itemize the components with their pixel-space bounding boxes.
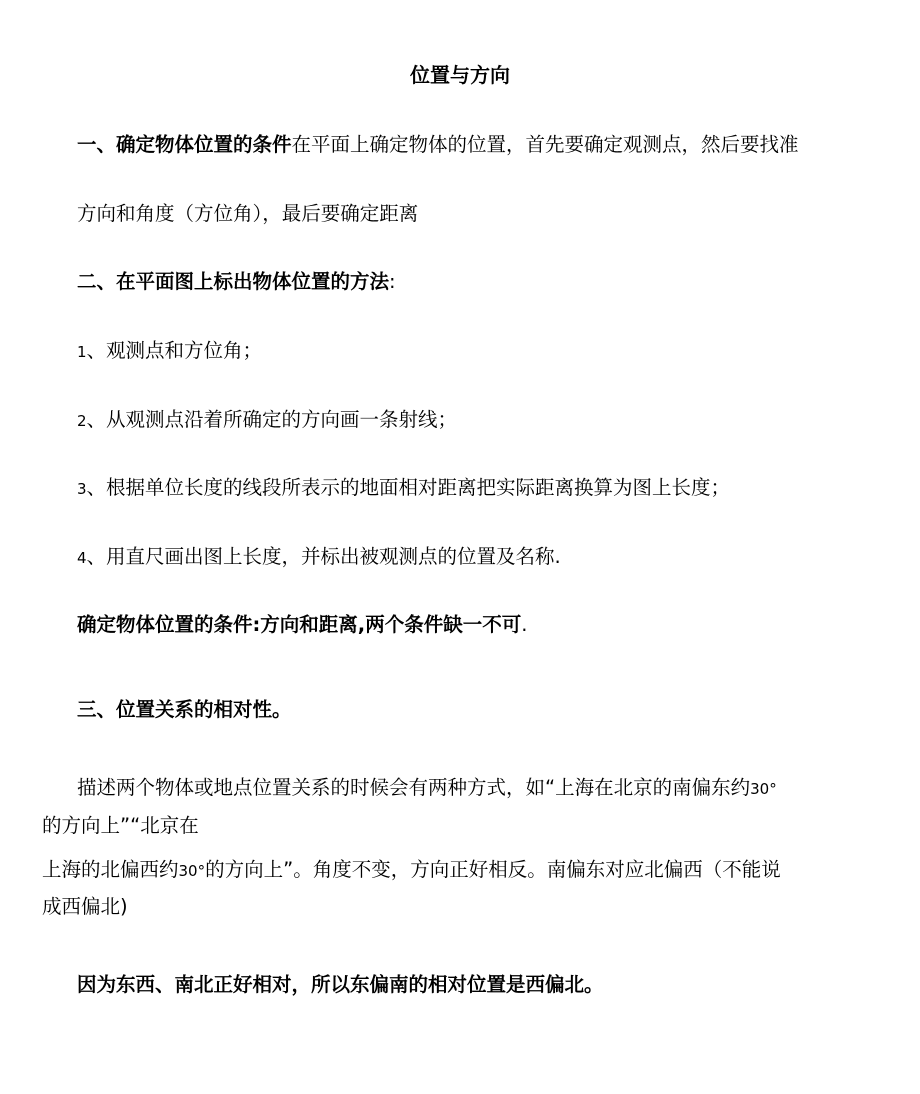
section3-conclusion: 因为东西、南北正好相对，所以东偏南的相对位置是西偏北。 (77, 973, 604, 996)
para-line3-text-a: 上海的北偏西约 (42, 858, 179, 881)
step-item (77, 474, 730, 503)
step-text: 、从观测点沿着所确定的方向画一条射线； (86, 408, 458, 431)
section3-para-line3 (42, 856, 781, 885)
section1-text-line2: 方向和角度（方位角），最后要确定距离 (77, 202, 419, 225)
section1-text-line1: 在平面上确定物体的位置，首先要确定观测点，然后要找准 (291, 133, 799, 156)
step-text: 、观测点和方位角； (86, 339, 263, 362)
angle-value: 30° (178, 862, 206, 880)
page-title: 位置与方向 (410, 63, 510, 87)
step-text: 、根据单位长度的线段所表示的地面相对距离把实际距离换算为图上长度； (86, 476, 731, 499)
section3-para-line4: 成西偏北) (42, 895, 128, 918)
section2-heading-line (77, 268, 396, 296)
section2-heading: 二、在平面图上标出物体位置的方法 (77, 270, 390, 293)
section2-summary (77, 611, 527, 639)
step-item (77, 406, 457, 435)
para-line3-text-b: 的方向上”。角度不变，方向正好相反。南偏东对应北偏西（不能说 (205, 858, 781, 881)
section1-line1 (77, 131, 799, 159)
step-number: 4 (77, 549, 87, 567)
summary-end: . (521, 613, 528, 636)
step-number: 3 (77, 480, 87, 498)
step-number: 1 (77, 343, 87, 361)
para-line1-text: 描述两个物体或地点位置关系的时候会有两种方式，如“上海在北京的南偏东约 (77, 776, 751, 799)
section2-heading-colon: : (389, 270, 396, 293)
section3-heading: 三、位置关系的相对性。 (77, 698, 292, 721)
angle-value: 30° (750, 780, 777, 798)
step-item (77, 543, 561, 572)
section1-heading: 一、确定物体位置的条件 (77, 133, 292, 156)
section3-para-line1 (77, 774, 777, 803)
summary-bold: 确定物体位置的条件:方向和距离,两个条件缺一不可 (77, 613, 522, 636)
step-text: 、用直尺画出图上长度，并标出被观测点的位置及名称. (86, 545, 561, 568)
step-number: 2 (77, 412, 87, 430)
step-item (77, 337, 262, 366)
section3-para-line2: 的方向上”“北京在 (42, 814, 199, 837)
